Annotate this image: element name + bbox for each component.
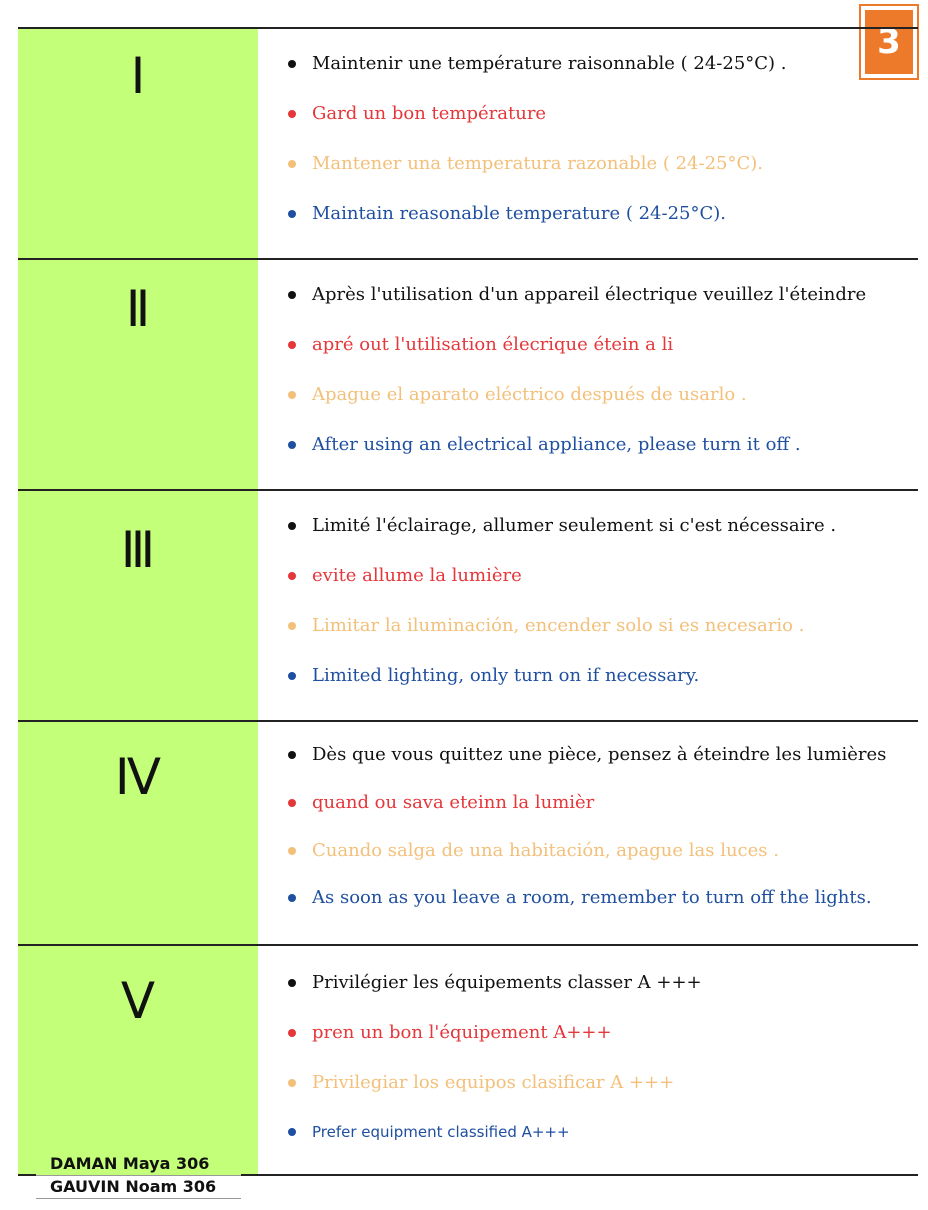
line-creole <box>288 1022 612 1043</box>
numeral-cell <box>18 29 258 258</box>
line-text: Privilegiar los equipos clasificar A +++ <box>312 1072 675 1093</box>
bullet-dot <box>288 391 296 399</box>
line-french <box>288 972 702 993</box>
line-text: Limitar la iluminación, encender solo si es necesario . <box>312 615 805 636</box>
bullet-dot <box>288 979 296 987</box>
text-cell <box>258 260 918 489</box>
bullet-dot <box>288 160 296 168</box>
line-spanish <box>288 840 779 861</box>
section-row-2 <box>18 258 918 489</box>
line-creole <box>288 103 546 124</box>
line-french <box>288 53 787 74</box>
numeral-cell <box>18 722 258 944</box>
line-text: Gard un bon température <box>312 103 547 124</box>
line-text: Après l'utilisation d'un appareil électrique veuillez l'éteindre <box>312 284 867 305</box>
line-spanish <box>288 1072 674 1093</box>
line-text: Maintenir une température raisonnable ( 24-25°C) . <box>312 53 787 74</box>
bullet-dot <box>288 799 296 807</box>
bullet-dot <box>288 291 296 299</box>
section-numeral: V <box>120 972 156 1030</box>
bullet-dot <box>288 110 296 118</box>
text-cell <box>258 491 918 720</box>
bullet-dot <box>288 751 296 759</box>
line-text: Limited lighting, only turn on if necessary. <box>312 665 700 686</box>
guidelines-table <box>18 27 918 1176</box>
bullet-dot <box>288 1029 296 1037</box>
line-text: Apague el aparato eléctrico después de usarlo . <box>312 384 747 405</box>
bullet-dot <box>288 894 296 902</box>
line-french <box>288 744 886 765</box>
line-english <box>288 665 699 686</box>
section-row-4 <box>18 720 918 944</box>
section-numeral: Ⅱ <box>125 280 151 338</box>
line-text: Limité l'éclairage, allumer seulement si c'est nécessaire . <box>312 515 837 536</box>
numeral-cell <box>18 946 258 1174</box>
line-english <box>288 1123 570 1141</box>
line-text: Cuando salga de una habitación, apague las luces . <box>312 840 779 861</box>
section-numeral: I <box>130 47 146 105</box>
bullet-dot <box>288 341 296 349</box>
bullet-dot <box>288 1128 296 1136</box>
bullet-dot <box>288 1079 296 1087</box>
bullet-dot <box>288 60 296 68</box>
line-text: Maintain reasonable temperature ( 24-25°C). <box>312 203 727 224</box>
section-row-5 <box>18 944 918 1176</box>
text-cell <box>258 946 918 1174</box>
bullet-dot <box>288 210 296 218</box>
line-spanish <box>288 153 763 174</box>
line-text: pren un bon l'équipement A+++ <box>312 1022 612 1043</box>
section-row-3 <box>18 489 918 720</box>
line-english <box>288 887 872 908</box>
line-text: Prefer equipment classified A+++ <box>312 1123 570 1141</box>
text-cell <box>258 29 918 258</box>
line-french <box>288 515 836 536</box>
author-name: DAMAN Maya 306 <box>36 1153 241 1176</box>
line-spanish <box>288 615 804 636</box>
numeral-cell <box>18 260 258 489</box>
line-text: Privilégier les équipements classer A +++ <box>312 972 702 993</box>
bullet-dot <box>288 622 296 630</box>
section-row-1 <box>18 27 918 258</box>
line-text: quand ou sava eteinn la lumièr <box>312 792 595 813</box>
bullet-dot <box>288 572 296 580</box>
page-number: 3 <box>865 10 913 74</box>
line-text: After using an electrical appliance, please turn it off . <box>312 434 801 455</box>
bullet-dot <box>288 672 296 680</box>
line-creole <box>288 565 522 586</box>
bullet-dot <box>288 441 296 449</box>
section-numeral: Ⅲ <box>120 521 156 579</box>
line-english <box>288 434 801 455</box>
line-english <box>288 203 726 224</box>
line-french <box>288 284 866 305</box>
line-spanish <box>288 384 747 405</box>
section-numeral: Ⅳ <box>114 748 162 806</box>
line-text: apré out l'utilisation élecrique étein a li <box>312 334 674 355</box>
line-text: As soon as you leave a room, remember to turn off the lights. <box>312 887 872 908</box>
author-name: GAUVIN Noam 306 <box>36 1176 241 1199</box>
text-cell <box>258 722 918 944</box>
bullet-dot <box>288 847 296 855</box>
line-text: evite allume la lumière <box>312 565 522 586</box>
line-text: Dès que vous quittez une pièce, pensez à éteindre les lumières <box>312 744 887 765</box>
bullet-dot <box>288 522 296 530</box>
line-creole <box>288 334 673 355</box>
numeral-cell <box>18 491 258 720</box>
line-text: Mantener una temperatura razonable ( 24-25°C). <box>312 153 763 174</box>
line-creole <box>288 792 594 813</box>
authors-block <box>36 1153 241 1199</box>
